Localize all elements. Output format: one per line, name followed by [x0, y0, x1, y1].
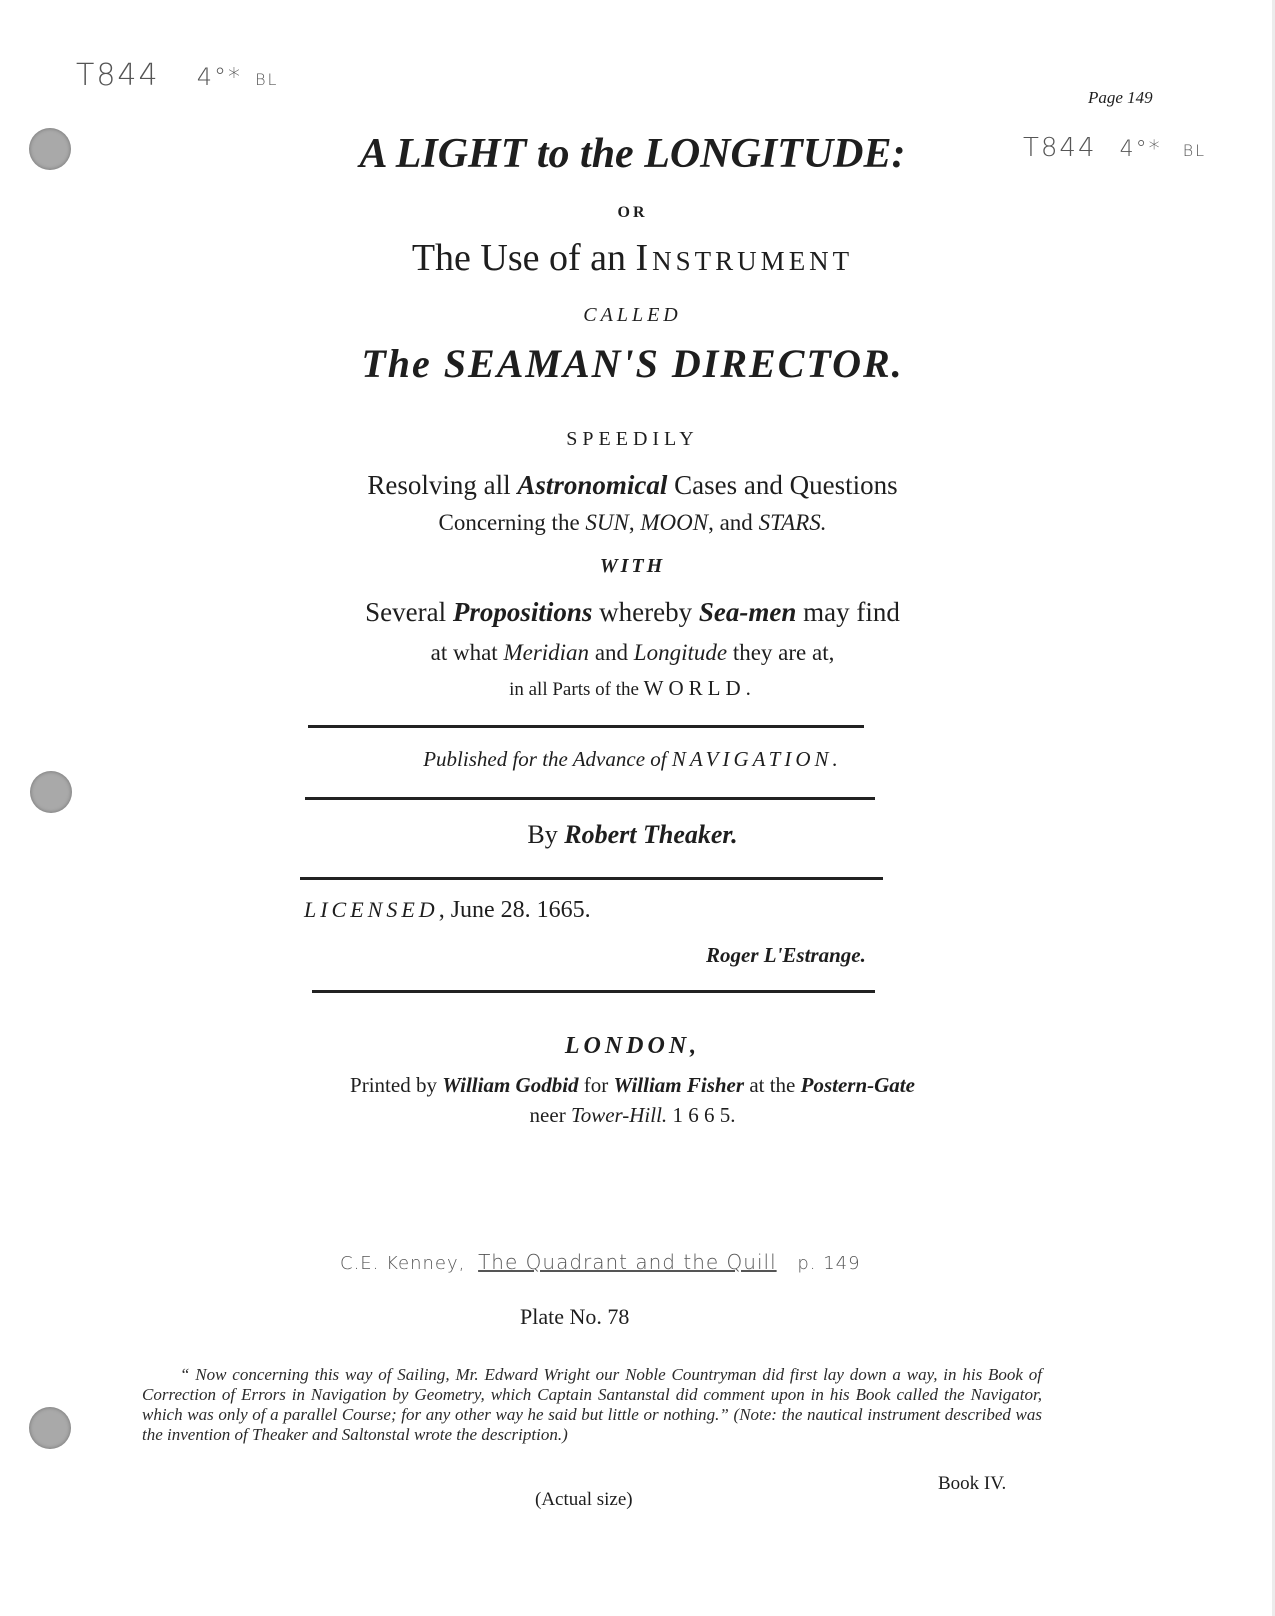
book-reference: Book IV.: [938, 1473, 1007, 1494]
neer-tower-hill-line: neer Tower-Hill. 1 6 6 5.: [529, 1103, 736, 1127]
printed-by-line: Printed by William Godbid for William Fisher at the Postern-Gate: [350, 1073, 915, 1097]
rule-3: [300, 877, 883, 880]
speedily-line: SPEEDILY: [566, 428, 699, 450]
shelfmark-top-left: [76, 58, 278, 93]
published-line: Published for the Advance of NAVIGATION.: [423, 747, 842, 771]
seamans-director-line: The SEAMAN'S DIRECTOR.: [361, 341, 904, 386]
shelfmark-code: T844: [1023, 133, 1097, 163]
plate-number: Plate No. 78: [520, 1304, 630, 1329]
quotation-text: “ Now concerning this way of Sailing, Mr. Edward Wright our Noble Countryman did first lay down a way, in his Book of Correction of Errors in Navigation by Geometry, which Captain Santanstal did comment upon in his Book called the Navigator, which was only of a parallel Course; for any other way he said but little or nothing.” (Note: the nautical instrument described was the invention of Theaker and Saltonstal wrote the description.): [142, 1365, 1042, 1444]
citation-page: p. 149: [797, 1253, 861, 1274]
actual-size-note: (Actual size): [535, 1489, 633, 1510]
london-line: LONDON,: [564, 1033, 701, 1059]
licenser-name: Roger L'Estrange.: [706, 943, 866, 967]
shelfmark-lib: BL: [255, 70, 279, 89]
use-of-instrument-line: The Use of an Instrument: [411, 237, 854, 279]
called-line: CALLED: [583, 304, 682, 326]
world-line: in all Parts of the WORLD.: [509, 676, 756, 700]
meridian-line: at what Meridian and Longitude they are at,: [430, 640, 835, 665]
or-line: OR: [617, 204, 648, 221]
citation-author: C.E. Kenney,: [340, 1253, 466, 1274]
shelfmark-format: 4°*: [1119, 137, 1162, 162]
shelfmark-code: T844: [76, 58, 160, 93]
shelfmark-lib: BL: [1182, 141, 1207, 160]
punch-hole-bottom: [29, 1407, 71, 1449]
punch-hole-middle: [30, 771, 72, 813]
with-line: WITH: [599, 555, 666, 577]
several-propositions-line: Several Propositions whereby Sea-men may find: [365, 597, 900, 627]
author-line: By Robert Theaker.: [527, 820, 738, 849]
citation-title: The Quadrant and the Quill: [478, 1250, 777, 1274]
handwritten-citation: [340, 1250, 861, 1274]
resolving-line: Resolving all Astronomical Cases and Questions: [367, 470, 898, 500]
book-title: A LIGHT to the LONGITUDE:: [359, 131, 906, 177]
shelfmark-format: 4°*: [196, 63, 242, 91]
page-number: Page 149: [1088, 88, 1153, 107]
concerning-line: Concerning the SUN, MOON, and STARS.: [438, 510, 827, 535]
rule-1: [308, 725, 864, 728]
rule-2: [305, 797, 875, 800]
rule-4: [312, 990, 875, 993]
licensed-line: LICENSED, June 28. 1665.: [304, 897, 591, 923]
